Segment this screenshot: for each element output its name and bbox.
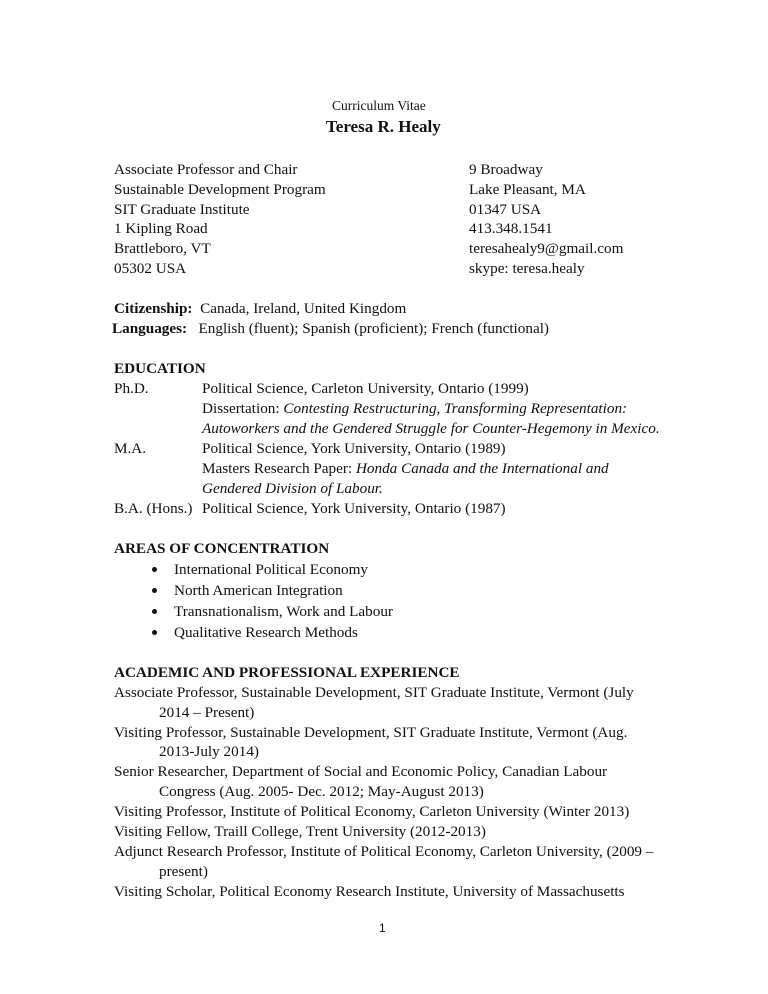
languages-row xyxy=(112,319,549,339)
concentration-item: Qualitative Research Methods xyxy=(174,624,358,641)
work-address-line: Associate Professor and Chair xyxy=(114,161,298,178)
ma-paper xyxy=(202,459,609,479)
experience-entry: Visiting Fellow, Traill College, Trent University (2012-2013) xyxy=(114,823,486,840)
bullet-icon xyxy=(152,630,157,635)
page-number: 1 xyxy=(379,921,386,935)
work-address-line: Sustainable Development Program xyxy=(114,181,326,198)
bullet-icon xyxy=(152,588,157,593)
experience-entry-cont: Congress (Aug. 2005- Dec. 2012; May-August 2013) xyxy=(159,783,484,800)
ba-degree: B.A. (Hons.) xyxy=(114,500,193,517)
work-address-line: 05302 USA xyxy=(114,260,187,277)
concentration-item: International Political Economy xyxy=(174,561,369,578)
education-heading: EDUCATION xyxy=(114,360,206,377)
phone-number: 413.348.1541 xyxy=(469,220,553,237)
bullet-icon xyxy=(152,609,157,614)
experience-entry: Visiting Professor, Institute of Political Economy, Carleton University (Winter 2013) xyxy=(114,803,630,820)
document-type: Curriculum Vitae xyxy=(332,98,426,113)
home-address-line: Lake Pleasant, MA xyxy=(469,181,586,198)
languages-label: Languages: xyxy=(112,320,188,337)
bullet-icon xyxy=(152,567,157,572)
cv-name: Teresa R. Healy xyxy=(326,117,441,136)
concentration-heading: AREAS OF CONCENTRATION xyxy=(114,540,330,557)
experience-entry: Visiting Professor, Sustainable Development, SIT Graduate Institute, Vermont (Aug. xyxy=(114,724,628,741)
phd-detail: Political Science, Carleton University, Ontario (1999) xyxy=(202,380,529,397)
work-address-line: Brattleboro, VT xyxy=(114,240,211,257)
dissertation-label: Dissertation: xyxy=(202,400,284,417)
languages-value: English (fluent); Spanish (proficient); French (functional) xyxy=(198,320,549,337)
phd-dissertation xyxy=(202,399,627,419)
experience-entry: Adjunct Research Professor, Institute of Political Economy, Carleton University, (2009 – xyxy=(114,843,654,860)
email-address[interactable]: teresahealy9@gmail.com xyxy=(469,240,624,257)
paper-title-cont: Gendered Division of Labour. xyxy=(202,480,383,497)
ma-detail: Political Science, York University, Ontario (1989) xyxy=(202,440,506,457)
dissertation-title: Contesting Restructuring, Transforming Representation: xyxy=(283,400,628,417)
experience-entry-cont: present) xyxy=(159,863,208,880)
concentration-item: North American Integration xyxy=(174,582,343,599)
citizenship-value: Canada, Ireland, United Kingdom xyxy=(200,300,407,317)
concentration-item: Transnationalism, Work and Labour xyxy=(174,603,393,620)
skype-handle: skype: teresa.healy xyxy=(469,260,585,277)
experience-entry: Visiting Scholar, Political Economy Research Institute, University of Massachusetts xyxy=(114,883,625,900)
citizenship-label: Citizenship: xyxy=(114,300,193,317)
dissertation-title-cont: Autoworkers and the Gendered Struggle for Counter-Hegemony in Mexico. xyxy=(202,420,660,437)
experience-entry-cont: 2014 – Present) xyxy=(159,704,255,721)
paper-label: Masters Research Paper: xyxy=(202,460,356,477)
experience-entry-cont: 2013-July 2014) xyxy=(159,743,259,760)
ma-degree: M.A. xyxy=(114,440,147,457)
experience-entry: Associate Professor, Sustainable Development, SIT Graduate Institute, Vermont (July xyxy=(114,684,634,701)
work-address-line: 1 Kipling Road xyxy=(114,220,208,237)
citizenship-row xyxy=(114,299,406,319)
home-address-line: 01347 USA xyxy=(469,201,542,218)
experience-heading: ACADEMIC AND PROFESSIONAL EXPERIENCE xyxy=(114,664,460,681)
home-address-line: 9 Broadway xyxy=(469,161,543,178)
paper-title: Honda Canada and the International and xyxy=(355,460,609,477)
phd-degree: Ph.D. xyxy=(114,380,149,397)
ba-detail: Political Science, York University, Ontario (1987) xyxy=(202,500,506,517)
experience-entry: Senior Researcher, Department of Social and Economic Policy, Canadian Labour xyxy=(114,763,608,780)
work-address-line: SIT Graduate Institute xyxy=(114,201,250,218)
